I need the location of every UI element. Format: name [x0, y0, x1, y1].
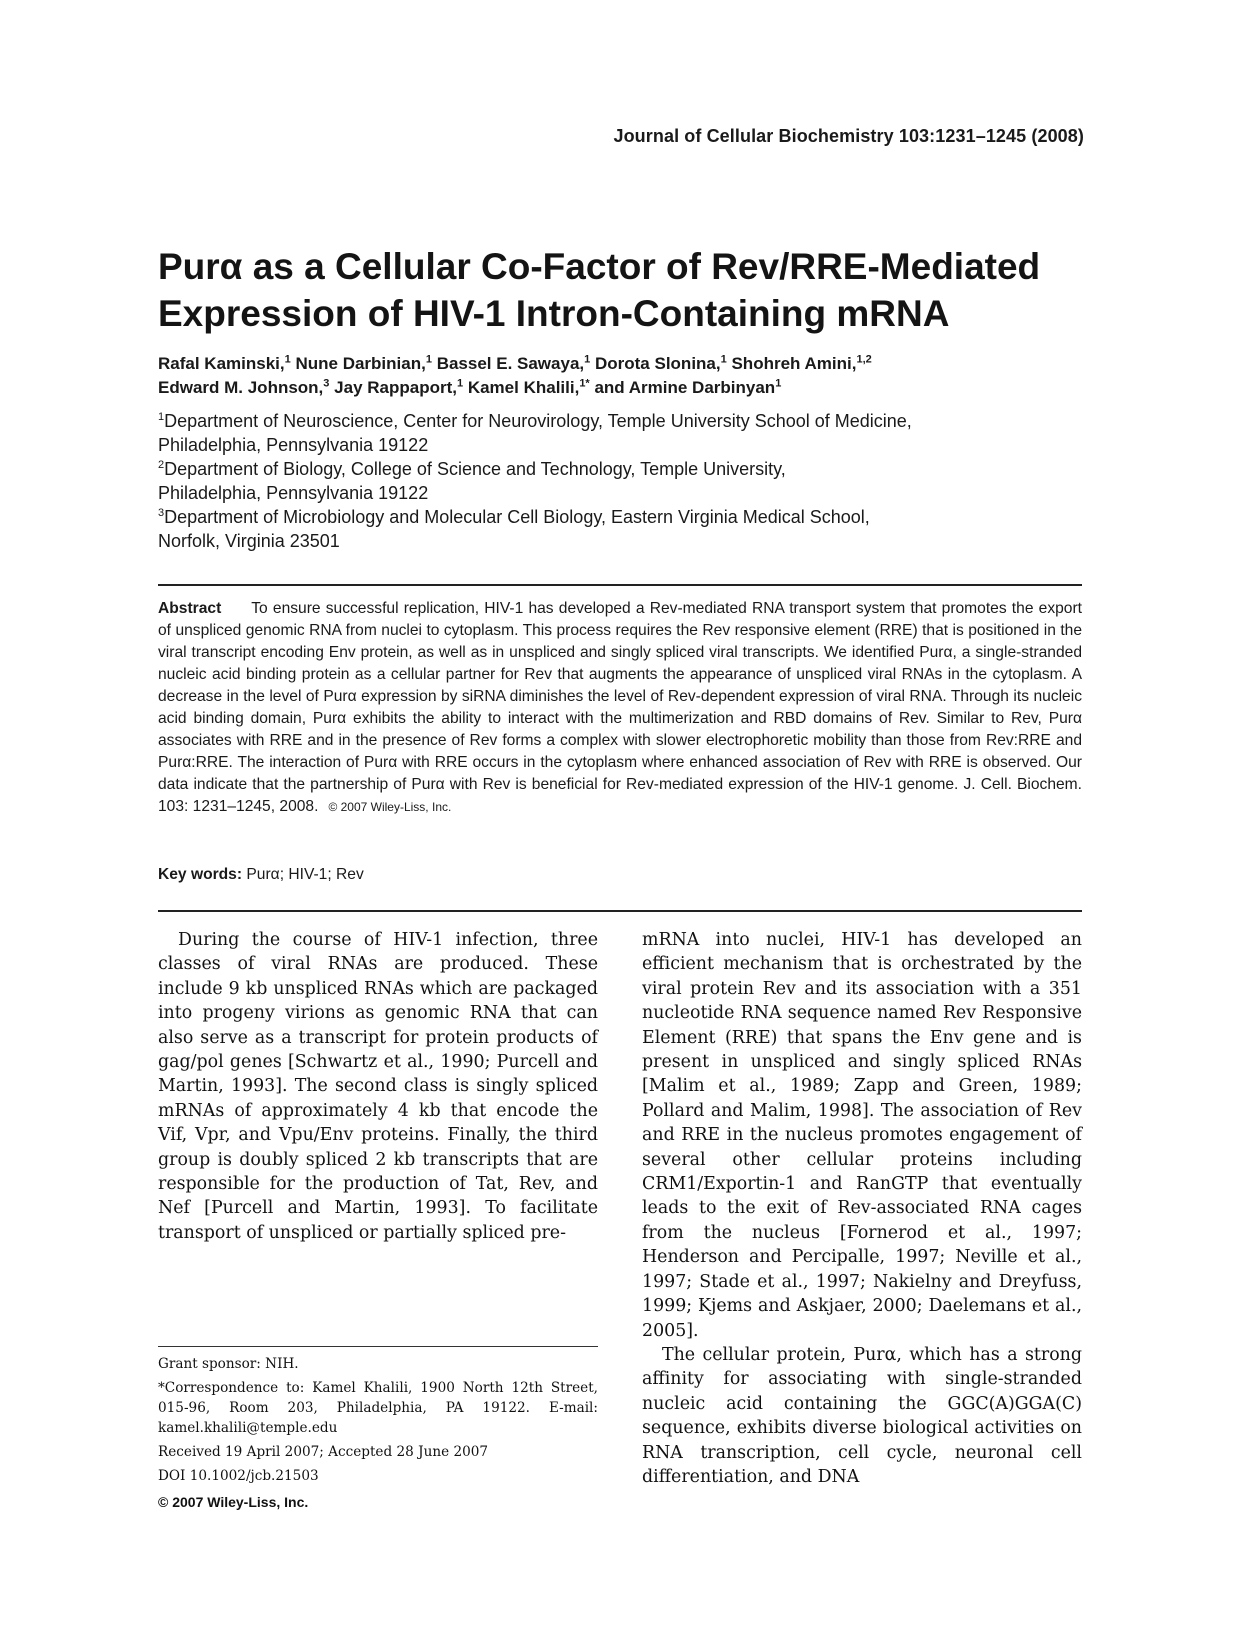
author-list: [158, 352, 1118, 400]
body-paragraph: The cellular protein, Purα, which has a strong affinity for associating with single-stranded nucleic acid containing the GGC(A)GGA(C) sequence, exhibits diverse biological activities on RNA transcription, cell cycle, neuronal cell differentiation, and DNA: [642, 1344, 1082, 1487]
abstract-text: To ensure successful replication, HIV-1 has developed a Rev-mediated RNA transport system that promotes the export of unspliced genomic RNA from nuclei to cytoplasm. This process requires the Rev responsive element (RRE) that is positioned in the viral transcript encoding Env protein, as well as in unspliced and singly spliced viral transcripts. We identified Purα, a single-stranded nucleic acid binding protein as a cellular partner for Rev that augments the appearance of unspliced viral RNAs in the cytoplasm. A decrease in the level of Purα expression by siRNA diminishes the level of Rev-dependent expression of viral RNA. Through its nucleic acid binding domain, Purα exhibits the ability to interact with the multimerization and RBD domains of Rev. Similar to Rev, Purα associates with RRE and in the presence of Rev forms a complex with slower electrophoretic mobility than those from Rev:RRE and Purα:RRE. The interaction of Purα with RRE occurs in the cytoplasm where enhanced association of Rev with RRE is observed. Our data indicate that the partnership of Purα with Rev is beneficial for Rev-mediated expression of the HIV-1 genome. J. Cell. Biochem. 103: 1231–1245, 2008.: [158, 600, 1082, 815]
title-line-1: Purα as a Cellular Co-Factor of Rev/RRE-Mediated: [158, 246, 1041, 287]
author: Rafal Kaminski,$^1$: [158, 353, 291, 373]
affiliation-2: $^2$Department of Biology, College of Science and Technology, Temple University,: [158, 459, 786, 479]
affiliation-3-city: Norfolk, Virginia 23501: [158, 531, 340, 551]
author: and Armine Darbinyan$^1$: [594, 377, 782, 397]
author: Bassel E. Sawaya,$^1$: [436, 353, 591, 373]
footnote-rule: [158, 1346, 598, 1347]
author: Jay Rappaport,$^1$: [334, 377, 464, 397]
body-top-rule: [158, 910, 1082, 912]
correspondence: *Correspondence to: Kamel Khalili, 1900 North 12th Street, 015-96, Room 203, Philadelphia, PA 19122. E-mail: kamel.khalili@temple.edu: [158, 1380, 598, 1436]
paper-title: [158, 243, 1118, 337]
footnotes: [158, 1354, 598, 1516]
author: Shohreh Amini,$^{1,2}$: [731, 353, 872, 373]
keywords: [158, 866, 364, 884]
journal-citation: Journal of Cellular Biochemistry 103:1231–1245 (2008): [613, 126, 1084, 146]
affiliation-2-city: Philadelphia, Pennsylvania 19122: [158, 483, 429, 503]
body-column-left: [158, 928, 598, 1245]
author: Nune Darbinian,$^1$: [295, 353, 432, 373]
body-column-right: [642, 928, 1082, 1489]
body-paragraph: During the course of HIV-1 infection, three classes of viral RNAs are produced. These include 9 kb unspliced RNAs which are packaged into progeny virions as genomic RNA that can also serve as a transcript for protein products of gag/pol genes [Schwartz et al., 1990; Purcell and Martin, 1993]. The second class is singly spliced mRNAs of approximately 4 kb that encode the Vif, Vpr, and Vpu/Env proteins. Finally, the third group is doubly spliced 2 kb transcripts that are responsible for the production of Tat, Rev, and Nef [Purcell and Martin, 1993]. To facilitate transport of unspliced or partially spliced pre-: [158, 930, 598, 1243]
received-accepted: Received 19 April 2007; Accepted 28 June 2007: [158, 1444, 489, 1460]
footnote-copyright: © 2007 Wiley-Liss, Inc.: [158, 1494, 309, 1510]
body-paragraph: mRNA into nuclei, HIV-1 has developed an efficient mechanism that is orchestrated by the viral protein Rev and its association with a 351 nucleotide RNA sequence named Rev Responsive Element (RRE) that spans the Env gene and is present in unspliced and singly spliced RNAs [Malim et al., 1989; Zapp and Green, 1989; Pollard and Malim, 1998]. The association of Rev and RRE in the nucleus promotes engagement of several other cellular proteins including CRM1/Exportin-1 and RanGTP that eventually leads to the exit of Rev-associated RNA cages from the nucleus [Fornerod et al., 1997; Henderson and Percipalle, 1997; Neville et al., 1997; Stade et al., 1997; Nakielny and Dreyfuss, 1999; Kjems and Askjaer, 2000; Daelemans et al., 2005].: [642, 930, 1082, 1341]
keywords-label: Key words:: [158, 866, 243, 883]
abstract: [158, 598, 1082, 818]
abstract-copyright: © 2007 Wiley-Liss, Inc.: [328, 800, 452, 814]
affiliation-1: $^1$Department of Neuroscience, Center for Neurovirology, Temple University School of Medicine,: [158, 411, 912, 431]
affiliation-1-city: Philadelphia, Pennsylvania 19122: [158, 435, 429, 455]
grant-sponsor: Grant sponsor: NIH.: [158, 1356, 299, 1372]
affiliations: [158, 409, 1118, 553]
author: Edward M. Johnson,$^3$: [158, 377, 330, 397]
abstract-label: Abstract: [158, 600, 222, 617]
title-line-2: Expression of HIV-1 Intron-Containing mRNA: [158, 293, 950, 334]
author: Dorota Slonina,$^1$: [594, 353, 727, 373]
abstract-top-rule: [158, 584, 1082, 586]
keywords-text: Purα; HIV-1; Rev: [246, 866, 364, 883]
doi: DOI 10.1002/jcb.21503: [158, 1468, 319, 1484]
author: Kamel Khalili,$^{1*}$: [467, 377, 590, 397]
affiliation-3: $^3$Department of Microbiology and Molecular Cell Biology, Eastern Virginia Medical School,: [158, 507, 870, 527]
